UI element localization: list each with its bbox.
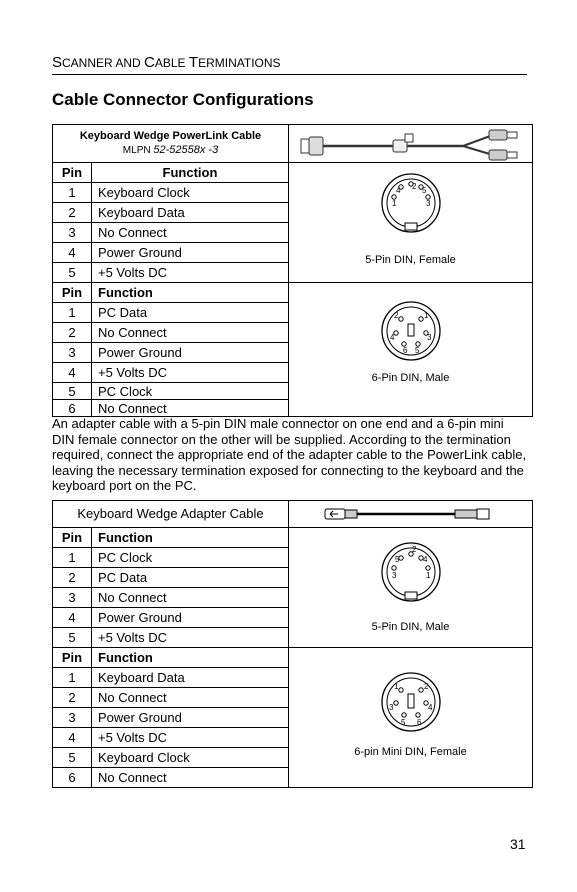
function-cell: No Connect [92, 323, 289, 343]
5-pin-din-female-icon [379, 171, 443, 235]
function-cell: No Connect [92, 768, 289, 788]
table-title-cell [53, 125, 289, 163]
pin-cell: 2 [53, 688, 92, 708]
pin-label-1: 1 [392, 199, 397, 208]
connector-caption: 5-Pin DIN, Male [371, 621, 450, 633]
pin-label-1: 1 [394, 682, 399, 691]
function-cell: Power Ground [92, 243, 289, 263]
pin-label-4: 4 [428, 703, 433, 712]
function-header: Function [92, 163, 289, 183]
connector-cell [289, 163, 533, 283]
pin-header: Pin [53, 163, 92, 183]
connector-caption: 5-Pin DIN, Female [365, 254, 456, 266]
pin-cell: 1 [53, 183, 92, 203]
pin-cell: 6 [53, 400, 92, 417]
pin-cell: 5 [53, 383, 92, 400]
function-cell: PC Data [92, 568, 289, 588]
pin-header: Pin [53, 283, 92, 303]
function-cell: +5 Volts DC [92, 728, 289, 748]
6-pin-mini-din-female-icon [379, 670, 443, 734]
pin-label-5: 5 [395, 555, 400, 564]
connector-cell [289, 283, 533, 417]
function-header: Function [92, 648, 289, 668]
function-cell: PC Data [92, 303, 289, 323]
pin-label-3: 3 [392, 571, 397, 580]
pin-cell: 3 [53, 708, 92, 728]
adapter-cable-table [52, 500, 533, 788]
pin-cell: 4 [53, 728, 92, 748]
section-title: Cable Connector Configurations [52, 90, 314, 109]
pin-cell: 3 [53, 343, 92, 363]
function-cell: Power Ground [92, 708, 289, 728]
pin-cell: 4 [53, 363, 92, 383]
pin-cell: 1 [53, 548, 92, 568]
mlpn-line: MLPN 52-52558x -3 [122, 144, 219, 156]
page-number: 31 [510, 836, 526, 852]
pin-cell: 3 [53, 223, 92, 243]
header-title: SCANNER AND CABLE TERMINATIONS [52, 54, 281, 71]
powerlink-cable-icon [293, 127, 529, 161]
function-cell: Power Ground [92, 343, 289, 363]
connector-caption: 6-Pin DIN, Male [371, 372, 450, 384]
pin-cell: 1 [53, 668, 92, 688]
function-cell: Keyboard Clock [92, 748, 289, 768]
function-cell: +5 Volts DC [92, 628, 289, 648]
function-cell: PC Clock [92, 383, 289, 400]
connector-cell [289, 528, 533, 648]
5-pin-din-male-icon [379, 540, 443, 604]
pin-label-6: 6 [403, 346, 408, 355]
pin-label-2: 2 [412, 545, 417, 554]
pin-cell: 6 [53, 768, 92, 788]
pin-cell: 2 [53, 323, 92, 343]
6-pin-din-male-icon [379, 299, 443, 363]
function-cell: +5 Volts DC [92, 363, 289, 383]
pin-label-4: 4 [390, 333, 395, 342]
function-header: Function [92, 528, 289, 548]
pin-header: Pin [53, 648, 92, 668]
pin-cell: 4 [53, 243, 92, 263]
pin-label-4: 4 [423, 555, 428, 564]
cable-illustration-cell [289, 501, 533, 528]
pin-label-3: 3 [426, 199, 431, 208]
pin-cell: 2 [53, 568, 92, 588]
pin-label-1: 1 [424, 311, 429, 320]
pin-label-1: 1 [426, 571, 431, 580]
pin-label-6: 6 [417, 718, 422, 727]
pin-cell: 5 [53, 628, 92, 648]
table-title: Keyboard Wedge Adapter Cable [53, 501, 289, 528]
pin-label-2: 2 [424, 682, 429, 691]
function-cell: PC Clock [92, 548, 289, 568]
function-cell: Keyboard Data [92, 668, 289, 688]
pin-label-5: 5 [401, 718, 406, 727]
connector-cell [289, 648, 533, 788]
pin-cell: 2 [53, 203, 92, 223]
adapter-paragraph: An adapter cable with a 5-pin DIN male connector on one end and a 6-pin mini DIN female connector on the other will be supplied. According to the termination required, connect the appropriate end of the adapter cable to the PowerLink cable, leaving the necessary termination exposed for connecting to the keyboard and the keyboard port on the PC. [52, 416, 527, 493]
pin-label-3: 3 [427, 333, 432, 342]
pin-label-3: 3 [389, 703, 394, 712]
function-cell: Power Ground [92, 608, 289, 628]
pin-cell: 3 [53, 588, 92, 608]
pin-label-5: 5 [415, 346, 420, 355]
pin-label-2: 2 [394, 311, 399, 320]
cable-illustration-cell [289, 125, 533, 163]
pin-cell: 1 [53, 303, 92, 323]
table-title: Keyboard Wedge PowerLink Cable [79, 130, 262, 142]
pin-label-5: 5 [422, 186, 427, 195]
function-cell: No Connect [92, 223, 289, 243]
powerlink-cable-table [52, 124, 533, 417]
adapter-cable-icon [321, 504, 501, 524]
pin-cell: 4 [53, 608, 92, 628]
connector-caption: 6-pin Mini DIN, Female [354, 746, 467, 758]
function-cell: Keyboard Data [92, 203, 289, 223]
pin-cell: 5 [53, 263, 92, 283]
pin-cell: 5 [53, 748, 92, 768]
function-cell: No Connect [92, 688, 289, 708]
pin-header: Pin [53, 528, 92, 548]
pin-label-4: 4 [396, 186, 401, 195]
pin-label-2: 2 [412, 182, 417, 191]
running-header [52, 54, 527, 75]
function-cell: No Connect [92, 588, 289, 608]
function-header: Function [92, 283, 289, 303]
function-cell: Keyboard Clock [92, 183, 289, 203]
function-cell: +5 Volts DC [92, 263, 289, 283]
function-cell: No Connect [92, 400, 289, 417]
